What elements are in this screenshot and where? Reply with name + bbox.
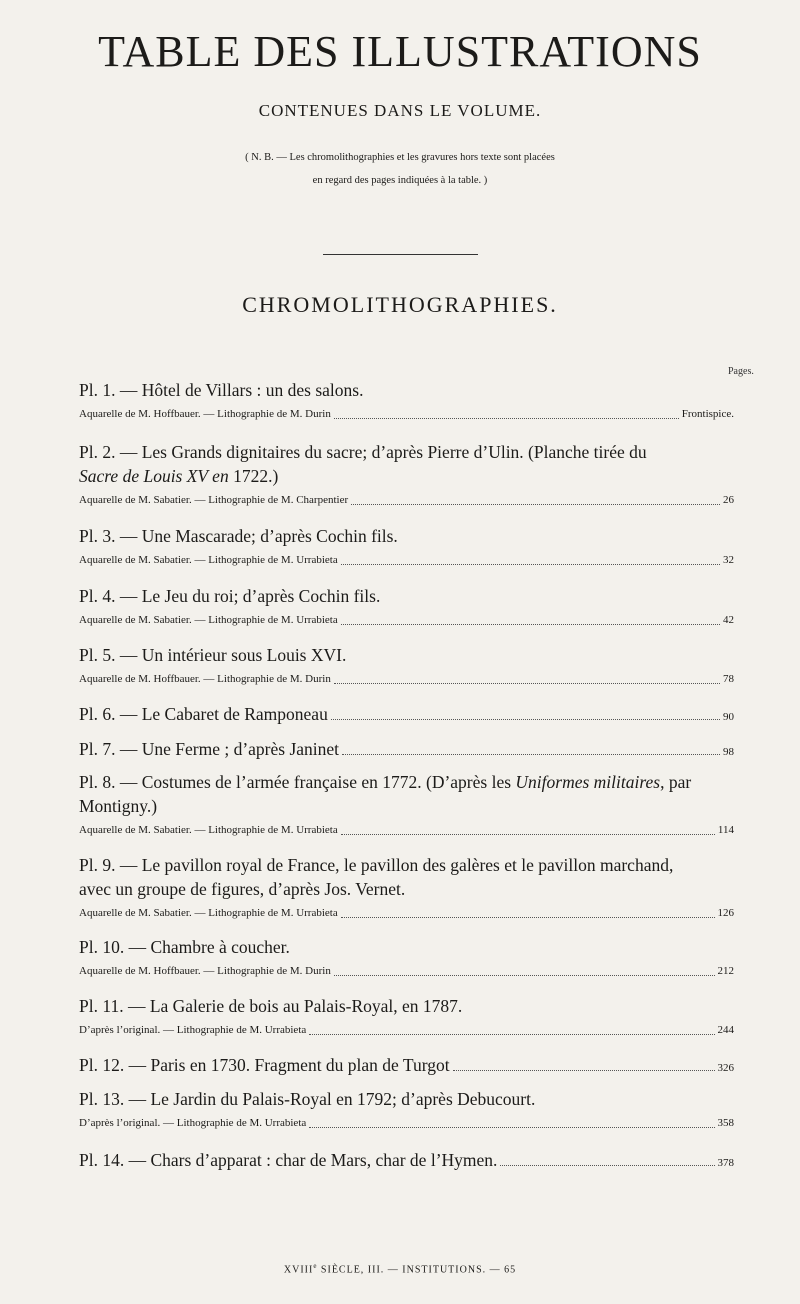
list-item: [79, 935, 734, 979]
dot-leader: [334, 683, 720, 684]
pages-column-label: Pages.: [728, 366, 754, 377]
section-title: CHROMOLITHOGRAPHIES.: [242, 292, 558, 317]
plate-credit: Aquarelle de M. Sabatier. — Lithographie de M. Urrabieta: [79, 907, 338, 919]
plate-credit: D’après l’original. — Lithographie de M. Urrabieta: [79, 1117, 307, 1129]
plate-title: Pl. 5. — Un intérieur sous Louis XVI.: [79, 645, 347, 665]
list-item: [79, 1087, 734, 1131]
list-item: [79, 770, 734, 838]
plate-credit: D’après l’original. — Lithographie de M. Urrabieta: [79, 1024, 307, 1036]
footer-century: XVIII: [283, 1264, 314, 1276]
plate-title-line: [79, 1148, 734, 1175]
plate-page: 78: [723, 673, 734, 685]
plate-credit-line: [79, 552, 734, 568]
plate-credit-line: [79, 612, 734, 628]
plate-page: 32: [723, 554, 734, 566]
plate-page: 114: [717, 824, 734, 836]
plate-title: Pl. 10. — Chambre à coucher.: [79, 937, 290, 957]
plate-credit-line: [79, 905, 734, 921]
divider-rule: [323, 254, 478, 255]
plate-page: 358: [717, 1117, 734, 1129]
footer-superscript: e: [313, 1262, 318, 1270]
plate-credit: Aquarelle de M. Hoffbauer. — Lithographie de M. Durin: [79, 673, 331, 685]
plate-credit-line: [79, 822, 734, 838]
plate-title-italic: Uniformes militaires: [515, 772, 661, 792]
list-item: [79, 378, 734, 422]
plate-title-part: 1722.): [228, 466, 279, 486]
plate-title: Pl. 3. — Une Mascarade; d’après Cochin fils.: [79, 526, 398, 546]
dot-leader: [500, 1165, 714, 1166]
plate-page: 126: [717, 907, 734, 919]
plate-title-continued: avec un groupe de figures, d’après Jos. Vernet.: [79, 879, 406, 899]
footer-signature: SIÈCLE, III. — INSTITUTIONS. — 65: [317, 1264, 517, 1276]
plate-title: Pl. 7. — Une Ferme ; d’après Janinet: [79, 739, 340, 759]
dot-leader: [334, 418, 679, 419]
plate-title-line: [79, 737, 734, 764]
plate-credit: Aquarelle de M. Hoffbauer. — Lithographie de M. Durin: [79, 965, 331, 977]
list-item: [79, 737, 734, 764]
list-item: [79, 1148, 734, 1175]
dot-leader: [342, 754, 720, 755]
dot-leader: [341, 564, 720, 565]
note-line-2: en regard des pages indiquées à la table. ): [312, 175, 488, 186]
plate-page: 90: [723, 711, 734, 723]
plate-credit: Aquarelle de M. Sabatier. — Lithographie de M. Urrabieta: [79, 824, 338, 836]
plate-credit-line: [79, 671, 734, 687]
list-item: [79, 994, 734, 1038]
plate-title-line: [79, 702, 734, 729]
dot-leader: [341, 917, 715, 918]
plate-credit-line: [79, 1115, 734, 1131]
plate-title: Pl. 9. — Le pavillon royal de France, le pavillon des galères et le pavillon marchand,: [79, 855, 674, 875]
plate-title: [79, 770, 734, 794]
page-footer: [0, 1262, 800, 1275]
page-subtitle: CONTENUES DANS LE VOLUME.: [258, 101, 542, 120]
plate-credit: Aquarelle de M. Sabatier. — Lithographie de M. Urrabieta: [79, 554, 338, 566]
dot-leader: [341, 834, 715, 835]
plate-page: 326: [717, 1062, 734, 1074]
plate-credit: Aquarelle de M. Sabatier. — Lithographie de M. Charpentier: [79, 494, 349, 506]
dot-leader: [309, 1034, 714, 1035]
dot-leader: [453, 1070, 715, 1071]
list-item: [79, 702, 734, 729]
dot-leader: [341, 624, 720, 625]
dot-leader: [309, 1127, 714, 1128]
plate-page: 42: [723, 614, 734, 626]
plate-page: 244: [717, 1024, 734, 1036]
plate-title: Pl. 13. — Le Jardin du Palais-Royal en 1792; d’après Debucourt.: [79, 1089, 536, 1109]
plate-page: 378: [717, 1157, 734, 1169]
page-title: TABLE DES ILLUSTRATIONS: [98, 27, 702, 76]
plate-title-part: , par: [660, 772, 692, 792]
plate-page: 26: [723, 494, 734, 506]
plate-title-part: Pl. 8. — Costumes de l’armée française en 1772. (D’après les: [79, 772, 516, 792]
plate-title: Pl. 14. — Chars d’apparat : char de Mars, char de l’Hymen.: [79, 1150, 498, 1170]
list-item: [79, 524, 734, 568]
plate-credit: Aquarelle de M. Sabatier. — Lithographie de M. Urrabieta: [79, 614, 338, 626]
plate-page: 212: [717, 965, 734, 977]
plate-title: Pl. 12. — Paris en 1730. Fragment du plan de Turgot: [79, 1055, 450, 1075]
plate-title-part: Pl. 2. — Les Grands dignitaires du sacre; d’après Pierre d’Ulin. (Planche tirée du: [79, 442, 647, 462]
plate-credit-line: [79, 1022, 734, 1038]
plate-title-continued: [79, 464, 734, 488]
list-item: [79, 584, 734, 628]
plate-title: Pl. 6. — Le Cabaret de Ramponeau: [79, 704, 328, 724]
plate-page: Frontispice.: [681, 408, 734, 420]
note-line-1: ( N. B. — Les chromolithographies et les gravures hors texte sont placées: [245, 152, 555, 163]
list-item: [79, 853, 734, 921]
plate-title-italic: Sacre de Louis XV en: [79, 466, 229, 486]
list-item: [79, 440, 734, 508]
plate-title-line: [79, 1053, 734, 1080]
plate-page: 98: [723, 746, 734, 758]
plate-credit-line: [79, 492, 734, 508]
dot-leader: [334, 975, 715, 976]
plate-title: Pl. 1. — Hôtel de Villars : un des salons.: [79, 380, 364, 400]
plate-credit-line: [79, 406, 734, 422]
dot-leader: [351, 504, 720, 505]
dot-leader: [331, 719, 720, 720]
plate-title: [79, 440, 734, 464]
plate-title: Pl. 11. — La Galerie de bois au Palais-Royal, en 1787.: [79, 996, 463, 1016]
plate-credit-line: [79, 963, 734, 979]
list-item: [79, 1053, 734, 1080]
plate-title: Pl. 4. — Le Jeu du roi; d’après Cochin fils.: [79, 586, 381, 606]
plate-title-continued: Montigny.): [79, 796, 158, 816]
plate-credit: Aquarelle de M. Hoffbauer. — Lithographie de M. Durin: [79, 408, 331, 420]
list-item: [79, 643, 734, 687]
